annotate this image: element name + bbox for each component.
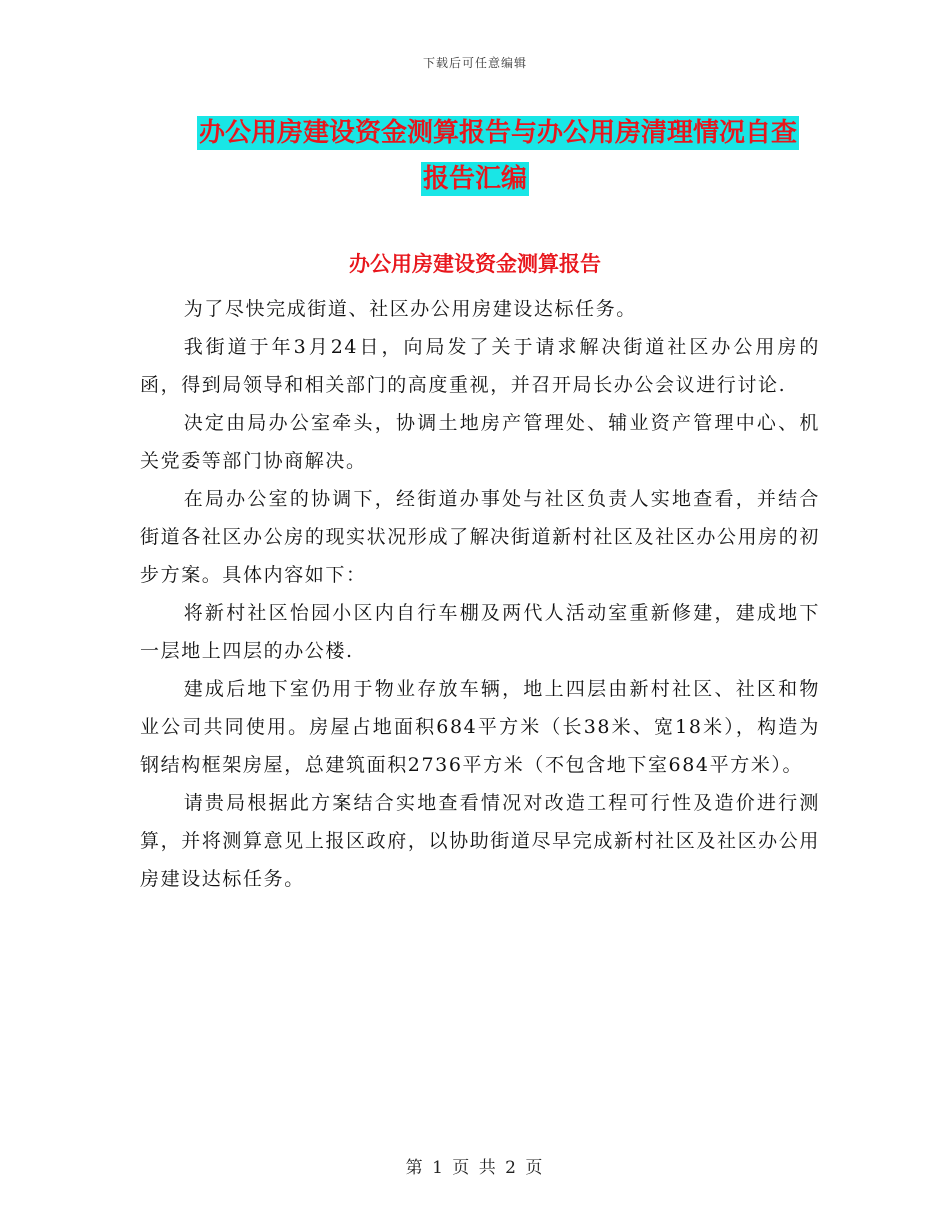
paragraph: 将新村社区怡园小区内自行车棚及两代人活动室重新修建，建成地下一层地上四层的办公楼. — [140, 602, 820, 662]
paragraph: 在局办公室的协调下，经街道办事处与社区负责人实地查看，并结合街道各社区办公房的现实状况形成了解决街道新村社区及社区办公用房的初步方案。具体内容如下： — [140, 488, 820, 586]
title-line-2: 报告汇编 — [422, 164, 527, 194]
paragraph: 决定由局办公室牵头，协调土地房产管理处、辅业资产管理中心、机关党委等部门协商解决。 — [140, 412, 820, 472]
document-title — [0, 110, 950, 202]
page-number: 第 1 页 共 2 页 — [405, 1158, 545, 1178]
document-body — [140, 290, 820, 898]
paragraph: 我街道于年3月24日，向局发了关于请求解决街道社区办公用房的函，得到局领导和相关部门的高度重视，并召开局长办公会议进行讨论. — [140, 336, 820, 396]
title-line-1: 办公用房建设资金测算报告与办公用房清理情况自查 — [198, 118, 797, 148]
section-title: 办公用房建设资金测算报告 — [349, 252, 601, 276]
paragraph: 请贵局根据此方案结合实地查看情况对改造工程可行性及造价进行测算，并将测算意见上报区政府，以协助街道尽早完成新村社区及社区办公用房建设达标任务。 — [140, 792, 820, 890]
header-note: 下载后可任意编辑 — [422, 56, 527, 70]
paragraph: 建成后地下室仍用于物业存放车辆，地上四层由新村社区、社区和物业公司共同使用。房屋占地面积684平方米（长38米、宽18米），构造为钢结构框架房屋，总建筑面积2736平方米（不包含地下室684平方米）。 — [140, 678, 820, 776]
paragraph: 为了尽快完成街道、社区办公用房建设达标任务。 — [183, 298, 637, 320]
